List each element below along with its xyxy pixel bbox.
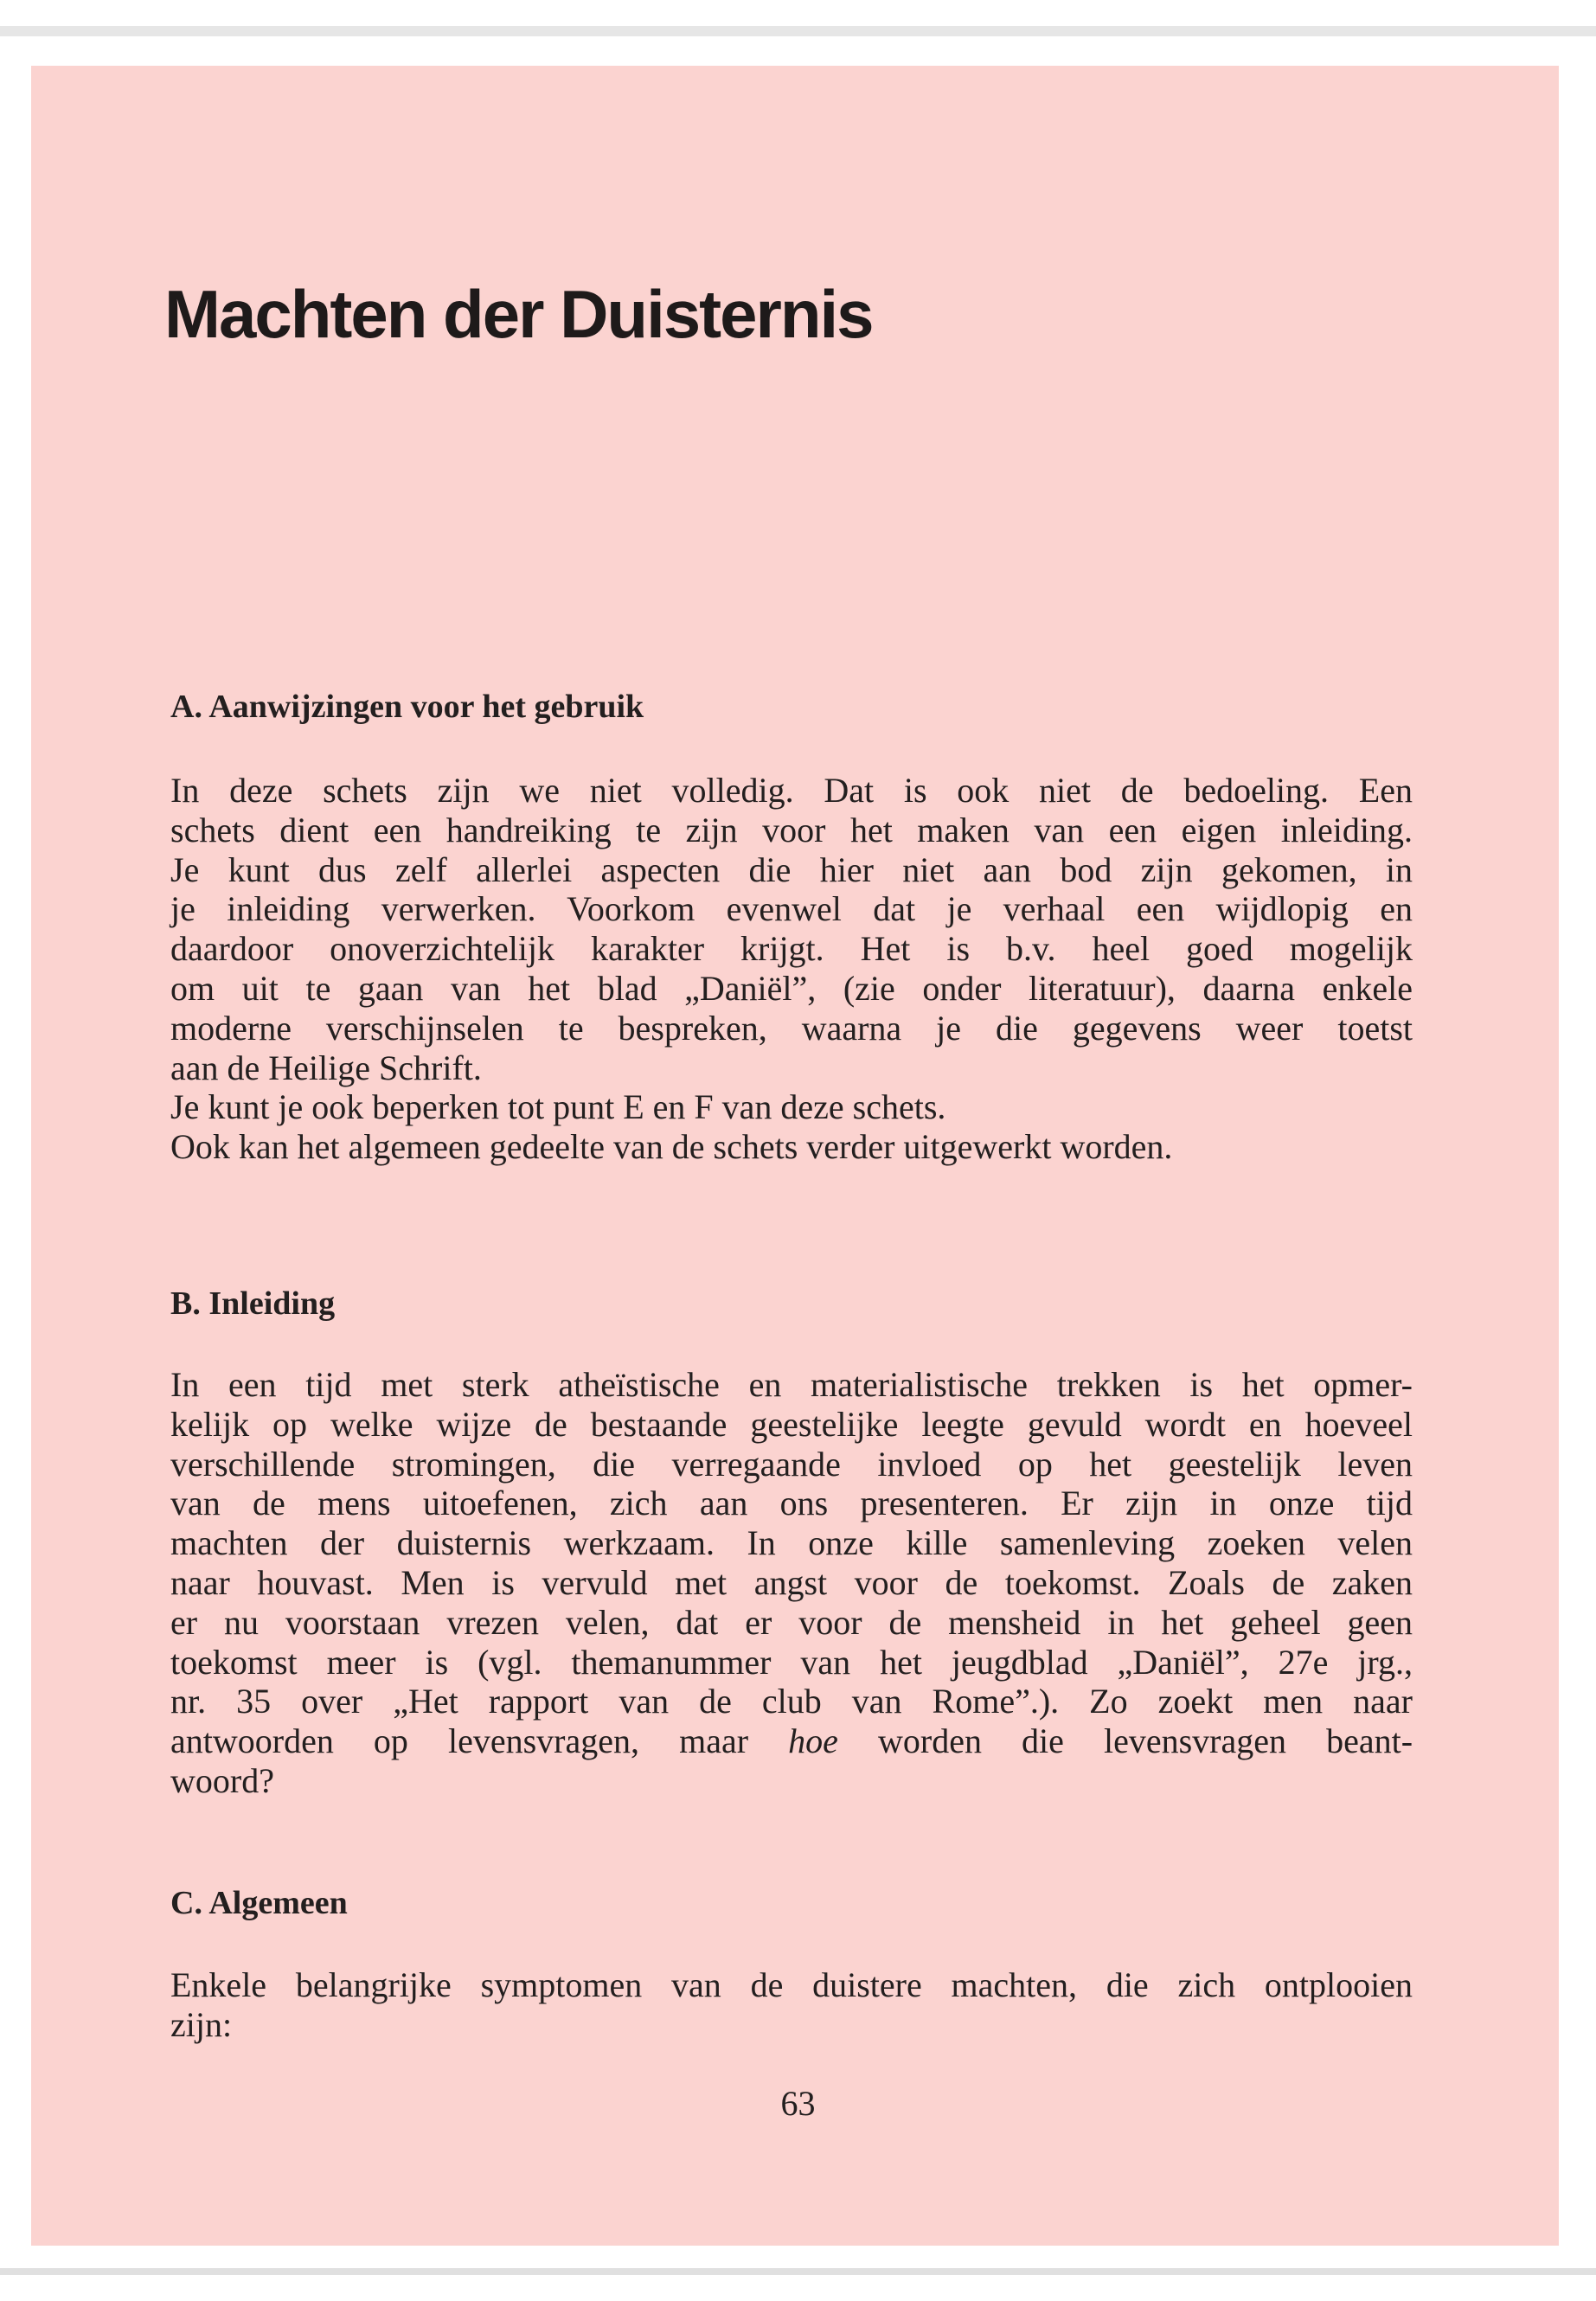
text-line: er nu voorstaan vrezen velen, dat er voor de mensheid in het geheel geen bbox=[170, 1602, 1413, 1642]
text-line: aan de Heilige Schrift. bbox=[170, 1048, 482, 1087]
text-line: In een tijd met sterk atheïstische en materialistische trekken is het opmer- bbox=[170, 1365, 1413, 1404]
text-line: moderne verschijnselen te bespreken, waarna je die gegevens weer toetst bbox=[170, 1008, 1413, 1048]
text-line: Je kunt dus zelf allerlei aspecten die hier niet aan bod zijn gekomen, in bbox=[170, 849, 1413, 889]
text-line: nr. 35 over „Het rapport van de club van Rome”.). Zo zoekt men naar bbox=[170, 1682, 1413, 1721]
text-line: Je kunt je ook beperken tot punt E en F van deze schets. bbox=[170, 1087, 946, 1127]
text-line: zijn: bbox=[170, 2004, 233, 2044]
page-number: 63 bbox=[780, 2084, 816, 2123]
text-line: Ook kan het algemeen gedeelte van de schets verder uitgewerkt worden. bbox=[170, 1127, 1173, 1167]
text-line: schets dient een handreiking te zijn voor het maken van een eigen inleiding. bbox=[170, 810, 1413, 849]
section-heading-b: B. Inleiding bbox=[170, 1285, 336, 1322]
page-title: Machten der Duisternis bbox=[164, 276, 873, 352]
text-line: toekomst meer is (vgl. themanummer van het jeugdblad „Daniël”, 27e jrg., bbox=[170, 1642, 1413, 1682]
text-line: verschillende stromingen, die verregaande invloed op het geestelijk leven bbox=[170, 1444, 1413, 1484]
scan-edge-bottom bbox=[0, 2268, 1596, 2275]
text-line: naar houvast. Men is vervuld met angst voor de toekomst. Zoals de zaken bbox=[170, 1562, 1413, 1602]
section-heading-c: C. Algemeen bbox=[170, 1885, 348, 1921]
section-heading-a: A. Aanwijzingen voor het gebruik bbox=[170, 689, 644, 725]
text-line bbox=[170, 1721, 1413, 1761]
text-segment: worden die levensvragen beant- bbox=[877, 1721, 1413, 1761]
text-line: machten der duisternis werkzaam. In onze kille samenleving zoeken velen bbox=[170, 1523, 1413, 1563]
italic-word: hoe bbox=[788, 1721, 838, 1761]
text-segment: antwoorden op levensvragen, maar bbox=[170, 1721, 749, 1761]
section-b-paragraph bbox=[170, 1365, 1413, 1801]
text-line: daardoor onoverzichtelijk karakter krijgt. Het is b.v. heel goed mogelijk bbox=[170, 929, 1413, 969]
text-line: Enkele belangrijke symptomen van de duistere machten, die zich ontplooien bbox=[170, 1965, 1413, 2004]
text-line: om uit te gaan van het blad „Daniël”, (zie onder literatuur), daarna enkele bbox=[170, 968, 1413, 1008]
section-c-paragraph bbox=[170, 1965, 1413, 2045]
text-line: kelijk op welke wijze de bestaande geestelijke leegte gevuld wordt en hoeveel bbox=[170, 1404, 1413, 1444]
section-a-paragraph bbox=[170, 771, 1413, 1167]
text-line: van de mens uitoefenen, zich aan ons presenteren. Er zijn in onze tijd bbox=[170, 1484, 1413, 1523]
scan-edge-top bbox=[0, 26, 1596, 36]
text-line: In deze schets zijn we niet volledig. Dat is ook niet de bedoeling. Een bbox=[170, 771, 1413, 810]
text-line: je inleiding verwerken. Voorkom evenwel dat je verhaal een wijdlopig en bbox=[170, 889, 1413, 929]
text-line: woord? bbox=[170, 1760, 274, 1800]
